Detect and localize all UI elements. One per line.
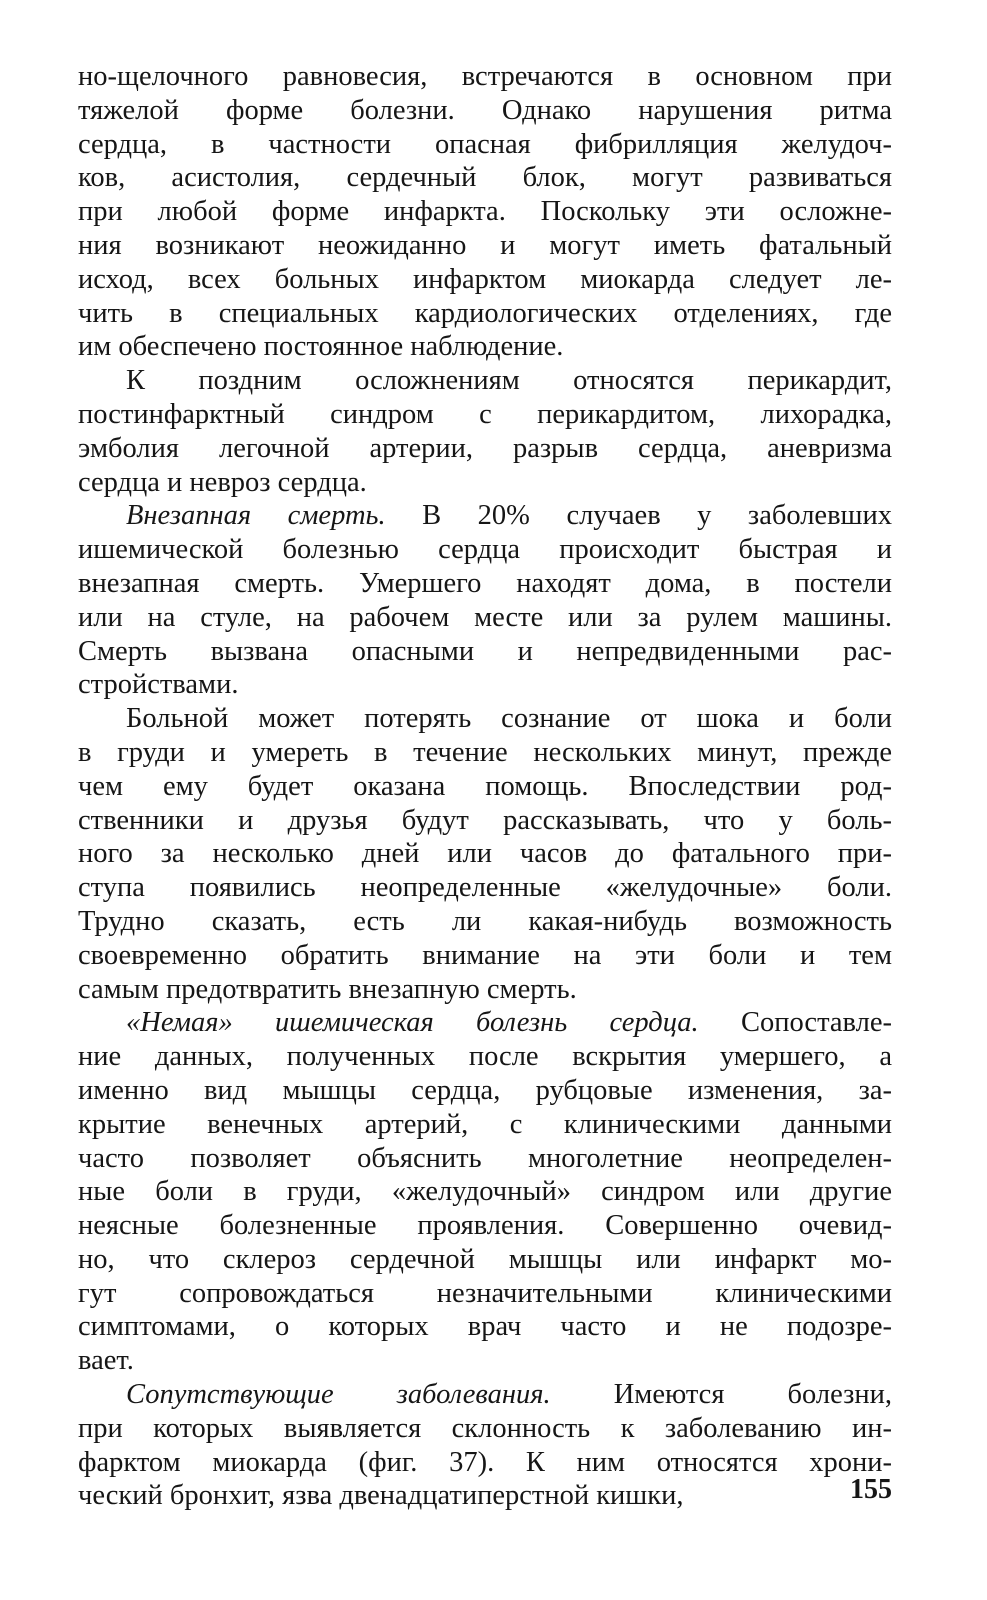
paragraph <box>78 60 892 364</box>
text-line <box>78 1108 892 1142</box>
line-text: ния возникают неожиданно и могут иметь фатальный <box>78 229 892 261</box>
text-line <box>78 533 892 567</box>
line-text: гут сопровождаться незначительными клиническими <box>78 1277 892 1309</box>
text-line <box>78 94 892 128</box>
text-line <box>78 1479 892 1513</box>
line-text: Имеются болезни, <box>550 1379 892 1411</box>
line-text: стройствами. <box>78 669 239 701</box>
section-heading: «Немая» ишемическая болезнь сердца. <box>126 1007 699 1039</box>
text-line <box>78 1412 892 1446</box>
text-line <box>78 161 892 195</box>
line-text: при которых выявляется склонность к заболеванию ин- <box>78 1412 892 1444</box>
line-text: постинфарктный синдром с перикардитом, лихорадка, <box>78 398 892 430</box>
line-text: крытие венечных артерий, с клиническими данными <box>78 1108 892 1140</box>
section-heading: Внезапная смерть. <box>126 500 386 532</box>
line-text: эмболия легочной артерии, разрыв сердца, аневризма <box>78 432 892 464</box>
text-line <box>78 330 892 364</box>
text-line <box>78 466 892 500</box>
line-text: или на стуле, на рабочем месте или за рулем машины. <box>78 601 892 633</box>
text-line <box>78 702 892 736</box>
text-line <box>78 567 892 601</box>
text-line <box>78 398 892 432</box>
line-text: симптомами, о которых врач часто и не подозре- <box>78 1311 892 1343</box>
line-text: именно вид мышцы сердца, рубцовые изменения, за- <box>78 1074 892 1106</box>
text-line <box>78 1310 892 1344</box>
line-text: Трудно сказать, есть ли какая-нибудь возможность <box>78 905 892 937</box>
text-line <box>78 1175 892 1209</box>
text-line <box>78 1446 892 1480</box>
page-body-text <box>78 60 892 1513</box>
text-line <box>78 128 892 162</box>
paragraph <box>78 1378 892 1513</box>
line-text: ступа появились неопределенные «желудочные» боли. <box>78 872 892 904</box>
section-heading: Сопутствующие заболевания. <box>126 1379 551 1411</box>
text-line <box>78 1344 892 1378</box>
paragraph <box>78 702 892 1006</box>
paragraph <box>78 499 892 702</box>
line-text: фарктом миокарда (фиг. 37). К ним относятся хрони- <box>78 1446 892 1478</box>
text-line <box>78 1209 892 1243</box>
line-text: ственники и друзья будут рассказывать, что у боль- <box>78 804 892 836</box>
line-text: чем ему будет оказана помощь. Впоследствии род- <box>78 770 892 802</box>
line-text: ние данных, полученных после вскрытия умершего, а <box>78 1041 892 1073</box>
line-text: Смерть вызвана опасными и непредвиденными рас- <box>78 635 892 667</box>
line-text: внезапная смерть. Умершего находят дома, в постели <box>78 567 892 599</box>
text-line <box>78 195 892 229</box>
text-line <box>78 973 892 1007</box>
text-line <box>78 1378 892 1412</box>
line-text: ного за несколько дней или часов до фатального при- <box>78 838 892 870</box>
text-line <box>78 499 892 533</box>
text-line <box>78 364 892 398</box>
line-text: тяжелой форме болезни. Однако нарушения ритма <box>78 94 892 126</box>
text-line <box>78 736 892 770</box>
text-line <box>78 1277 892 1311</box>
text-line <box>78 1040 892 1074</box>
line-text: ков, асистолия, сердечный блок, могут развиваться <box>78 162 892 194</box>
text-line <box>78 939 892 973</box>
line-text: чить в специальных кардиологических отделениях, где <box>78 297 892 329</box>
paragraph <box>78 1006 892 1378</box>
paragraph <box>78 364 892 499</box>
line-text: исход, всех больных инфарктом миокарда следует ле- <box>78 263 892 295</box>
text-line <box>78 60 892 94</box>
line-text: самым предотвратить внезапную смерть. <box>78 973 577 1005</box>
line-text: своевременно обратить внимание на эти боли и тем <box>78 939 892 971</box>
line-text: неясные болезненные проявления. Совершенно очевид- <box>78 1210 892 1242</box>
line-text: Сопоставле- <box>698 1007 892 1039</box>
line-text: часто позволяет объяснить многолетние неопределен- <box>78 1142 892 1174</box>
text-line <box>78 297 892 331</box>
line-text: в груди и умереть в течение нескольких минут, прежде <box>78 736 892 768</box>
line-text: Больной может потерять сознание от шока и боли <box>126 703 892 735</box>
text-line <box>78 1243 892 1277</box>
text-line <box>78 263 892 297</box>
line-text: при любой форме инфаркта. Поскольку эти осложне- <box>78 196 892 228</box>
line-text: но, что склероз сердечной мышцы или инфаркт мо- <box>78 1243 892 1275</box>
line-text: сердца, в частности опасная фибрилляция желудоч- <box>78 128 892 160</box>
text-line <box>78 770 892 804</box>
text-line <box>78 229 892 263</box>
line-text: но-щелочного равновесия, встречаются в основном при <box>78 61 892 92</box>
text-line <box>78 804 892 838</box>
text-line <box>78 837 892 871</box>
text-line <box>78 1142 892 1176</box>
text-line <box>78 1074 892 1108</box>
line-text: сердца и невроз сердца. <box>78 466 367 498</box>
text-line <box>78 905 892 939</box>
text-line <box>78 635 892 669</box>
line-text: ные боли в груди, «желудочный» синдром или другие <box>78 1176 892 1208</box>
line-text: К поздним осложнениям относятся перикардит, <box>126 365 892 397</box>
text-line <box>78 601 892 635</box>
line-text: им обеспечено постоянное наблюдение. <box>78 331 564 363</box>
text-line <box>78 1006 892 1040</box>
line-text: ишемической болезнью сердца происходит быстрая и <box>78 534 892 566</box>
text-line <box>78 668 892 702</box>
text-line <box>78 871 892 905</box>
line-text: вает. <box>78 1345 134 1377</box>
page-number: 155 <box>850 1474 892 1505</box>
line-text: ческий бронхит, язва двенадцатиперстной кишки, <box>78 1480 684 1512</box>
line-text: В 20% случаев у заболевших <box>385 500 892 532</box>
text-line <box>78 432 892 466</box>
